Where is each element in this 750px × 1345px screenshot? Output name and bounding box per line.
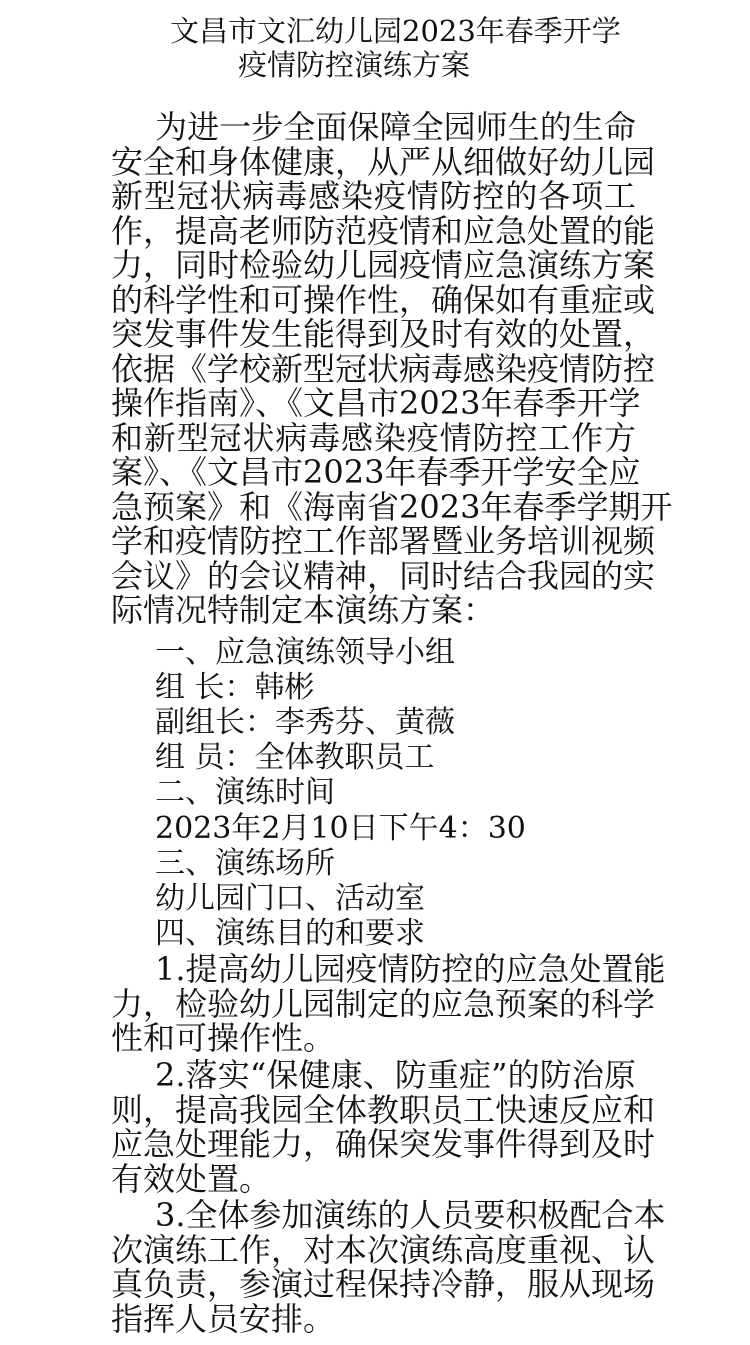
drill-time: 2023年2月10日下午4：30 xyxy=(155,811,526,846)
requirement-line: 有效处置。 xyxy=(111,1159,272,1198)
requirement-1 xyxy=(111,950,666,1057)
drill-location: 幼儿园门口、活动室 xyxy=(155,881,425,916)
intro-line: 会议》的会议精神，同时结合我园的实 xyxy=(111,556,656,595)
intro-line: 依据《学校新型冠状病毒感染疫情防控 xyxy=(111,349,656,388)
intro-line: 为进一步全面保障全园师生的生命 xyxy=(155,108,636,146)
requirement-line: 1.提高幼儿园疫情防控的应急处置能 xyxy=(155,950,666,988)
section-2-heading: 二、演练时间 xyxy=(155,775,335,810)
intro-line: 急预案》和《海南省2023年春季学期开 xyxy=(111,487,673,526)
intro-line: 作，提高老师防范疫情和应急处置的能 xyxy=(111,211,656,250)
intro-line: 际情况特制定本演练方案： xyxy=(111,591,496,629)
intro-line: 的科学性和可操作性，确保如有重症或 xyxy=(111,280,656,319)
requirement-3 xyxy=(111,1196,666,1338)
section-1-heading: 一、应急演练领导小组 xyxy=(155,635,455,670)
requirement-line: 力，检验幼儿园制定的应急预案的科学 xyxy=(111,984,656,1023)
intro-line: 新型冠状病毒感染疫情防控的各项工 xyxy=(111,177,636,215)
intro-line: 突发事件发生能得到及时有效的处置， xyxy=(111,315,656,353)
requirement-2 xyxy=(111,1056,656,1198)
requirement-line: 3.全体参加演练的人员要积极配合本 xyxy=(155,1196,666,1234)
section-4-heading: 四、演练目的和要求 xyxy=(155,916,425,951)
intro-line: 安全和身体健康，从严从细做好幼儿园 xyxy=(111,142,656,181)
document-title-line-1: 文昌市文汇幼儿园2023年春季开学 xyxy=(170,14,621,48)
requirement-line: 则，提高我园全体教职员工快速反应和 xyxy=(111,1090,656,1129)
requirement-line: 真负责，参演过程保持冷静，服从现场 xyxy=(111,1265,656,1303)
requirement-line: 次演练工作，对本次演练高度重视、认 xyxy=(111,1230,656,1269)
requirement-line: 应急处理能力，确保突发事件得到及时 xyxy=(111,1125,656,1163)
document-title-line-2: 疫情防控演练方案 xyxy=(238,48,471,82)
group-leader: 组 长：韩彬 xyxy=(155,670,315,705)
intro-line: 学和疫情防控工作部署暨业务培训视频 xyxy=(111,522,656,560)
intro-paragraph xyxy=(111,108,673,629)
intro-line: 案》、《文昌市2023年春季开学安全应 xyxy=(111,453,641,491)
group-members: 组 员：全体教职员工 xyxy=(155,740,435,775)
intro-line: 和新型冠状病毒感染疫情防控工作方 xyxy=(111,418,636,457)
deputy-group-leader: 副组长：李秀芬、黄薇 xyxy=(155,705,455,740)
intro-line: 操作指南》、《文昌市2023年春季开学 xyxy=(111,384,641,422)
requirement-line: 2.落实“保健康、防重症”的防治原 xyxy=(155,1056,636,1094)
section-3-heading: 三、演练场所 xyxy=(155,846,335,881)
requirement-line: 性和可操作性。 xyxy=(111,1019,336,1057)
intro-line: 力，同时检验幼儿园疫情应急演练方案 xyxy=(111,246,656,284)
requirement-line: 指挥人员安排。 xyxy=(111,1299,336,1338)
